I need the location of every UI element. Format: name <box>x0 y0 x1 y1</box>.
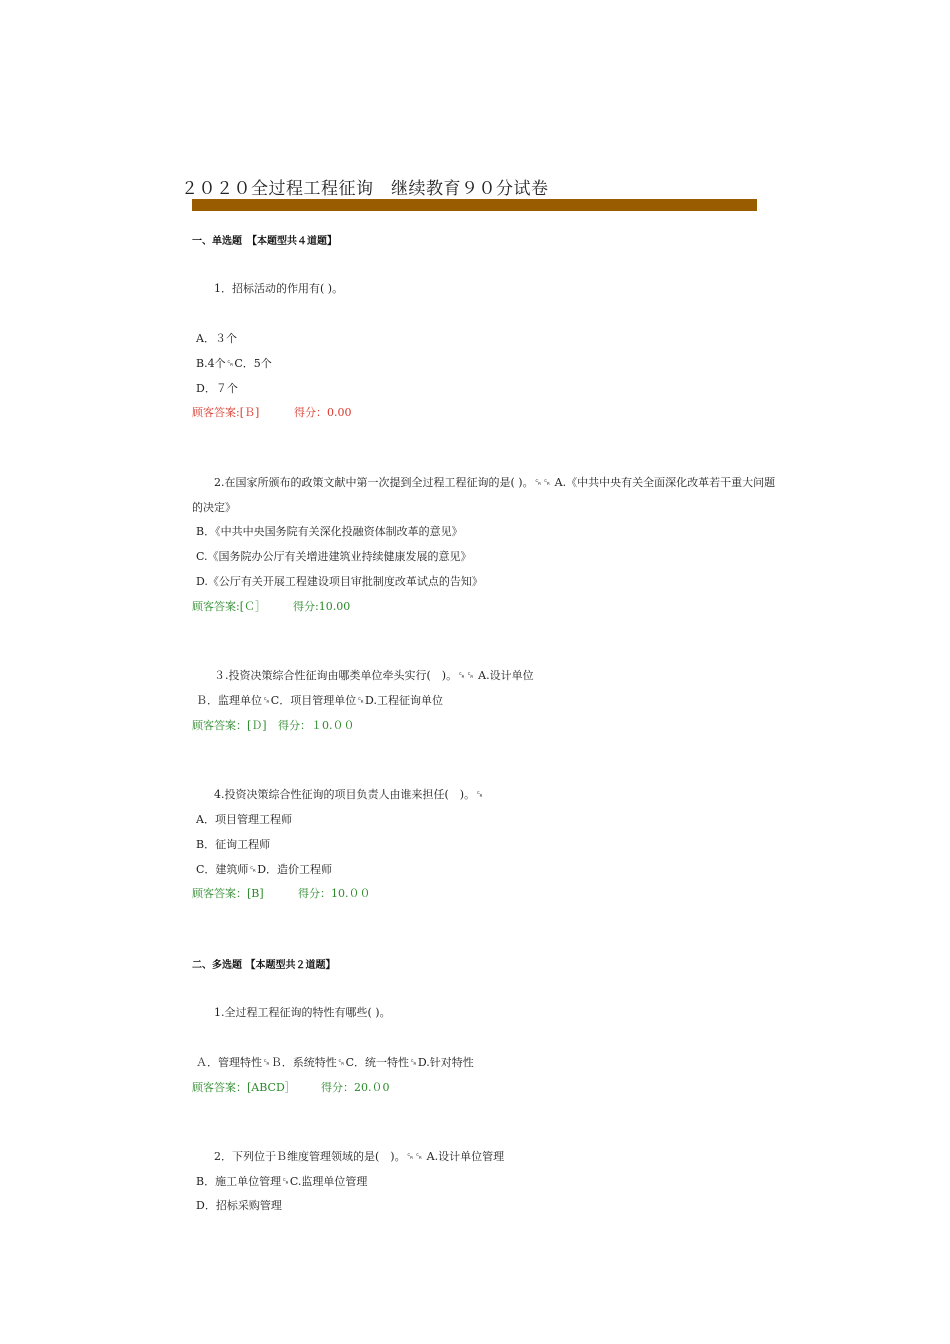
mc-question-1-user-answer: 顾客答案：[ABCD］ <box>192 1081 296 1094</box>
question-1-option-a: A．３个 <box>196 332 237 345</box>
question-2-option-c: C.《国务院办公厅有关增进建筑业持续健康发展的意见》 <box>196 550 472 563</box>
question-3-stem: ３.投资决策综合性征询由哪类单位牵头实行( )。␍␍ A.设计单位 <box>214 669 534 682</box>
title-divider-bar <box>192 199 757 211</box>
question-2-stem-continued: 的决定》 <box>192 501 236 514</box>
question-1-stem: 1．招标活动的作用有( )。 <box>214 282 344 295</box>
mc-question-1-stem: 1.全过程工程征询的特性有哪些( )。 <box>214 1006 391 1019</box>
question-4-option-b: B．征询工程师 <box>196 838 271 851</box>
question-1-options-bc: B.4个␍C．5个 <box>196 357 272 370</box>
mc-question-2-option-d: D．招标采购管理 <box>196 1199 282 1212</box>
question-4-user-answer: 顾客答案：[B] <box>192 887 264 900</box>
question-3-user-answer: 顾客答案：[Ｄ] <box>192 719 267 732</box>
question-2-option-d: D.《公厅有关开展工程建设项目审批制度改革试点的告知》 <box>196 575 483 588</box>
question-1-score: 得分：0.00 <box>294 406 352 419</box>
mc-question-1-score: 得分：20.０0 <box>321 1081 390 1094</box>
question-1-user-answer: 顾客答案:[Ｂ] <box>192 406 260 419</box>
question-1-option-d: D．７个 <box>196 382 238 395</box>
mc-question-1-options: Ａ．管理特性␍Ｂ．系统特性␍C．统一特性␍D.针对特性 <box>196 1056 474 1069</box>
section-heading-single-choice: 一、单选题 【本题型共４道题】 <box>192 236 337 247</box>
question-3-options-bcd: Ｂ．监理单位␍C．项目管理单位␍D.工程征询单位 <box>196 694 443 707</box>
question-2-stem: 2.在国家所颁布的政策文献中第一次提到全过程工程征询的是( )。␍␍ A.《中共中央有关全面深化改革若干重大问题 <box>214 476 776 489</box>
question-2-user-answer: 顾客答案:[Ｃ］ <box>192 600 266 613</box>
question-3-score: 得分：１0.００ <box>278 719 355 732</box>
question-4-option-a: A．项目管理工程师 <box>196 813 292 826</box>
question-4-options-cd: C．建筑师␍D．造价工程师 <box>196 863 333 876</box>
mc-question-2-stem: 2．下列位于Ｂ维度管理领域的是( )。␍␍ A.设计单位管理 <box>214 1150 505 1163</box>
document-title: ２０２０全过程工程征询 继续教育９０分试卷 <box>181 179 549 199</box>
question-4-stem: 4.投资决策综合性征询的项目负责人由谁来担任( )。␍ <box>214 788 484 801</box>
section-heading-multiple-choice: 二、多选题 【本题型共２道题】 <box>192 960 336 971</box>
question-4-score: 得分：10.００ <box>298 887 371 900</box>
question-2-score: 得分:10.00 <box>293 600 351 613</box>
question-2-option-b: B．《中共中央国务院有关深化投融资体制改革的意见》 <box>196 525 463 538</box>
mc-question-2-options-bc: B．施工单位管理␍C.监理单位管理 <box>196 1175 368 1188</box>
